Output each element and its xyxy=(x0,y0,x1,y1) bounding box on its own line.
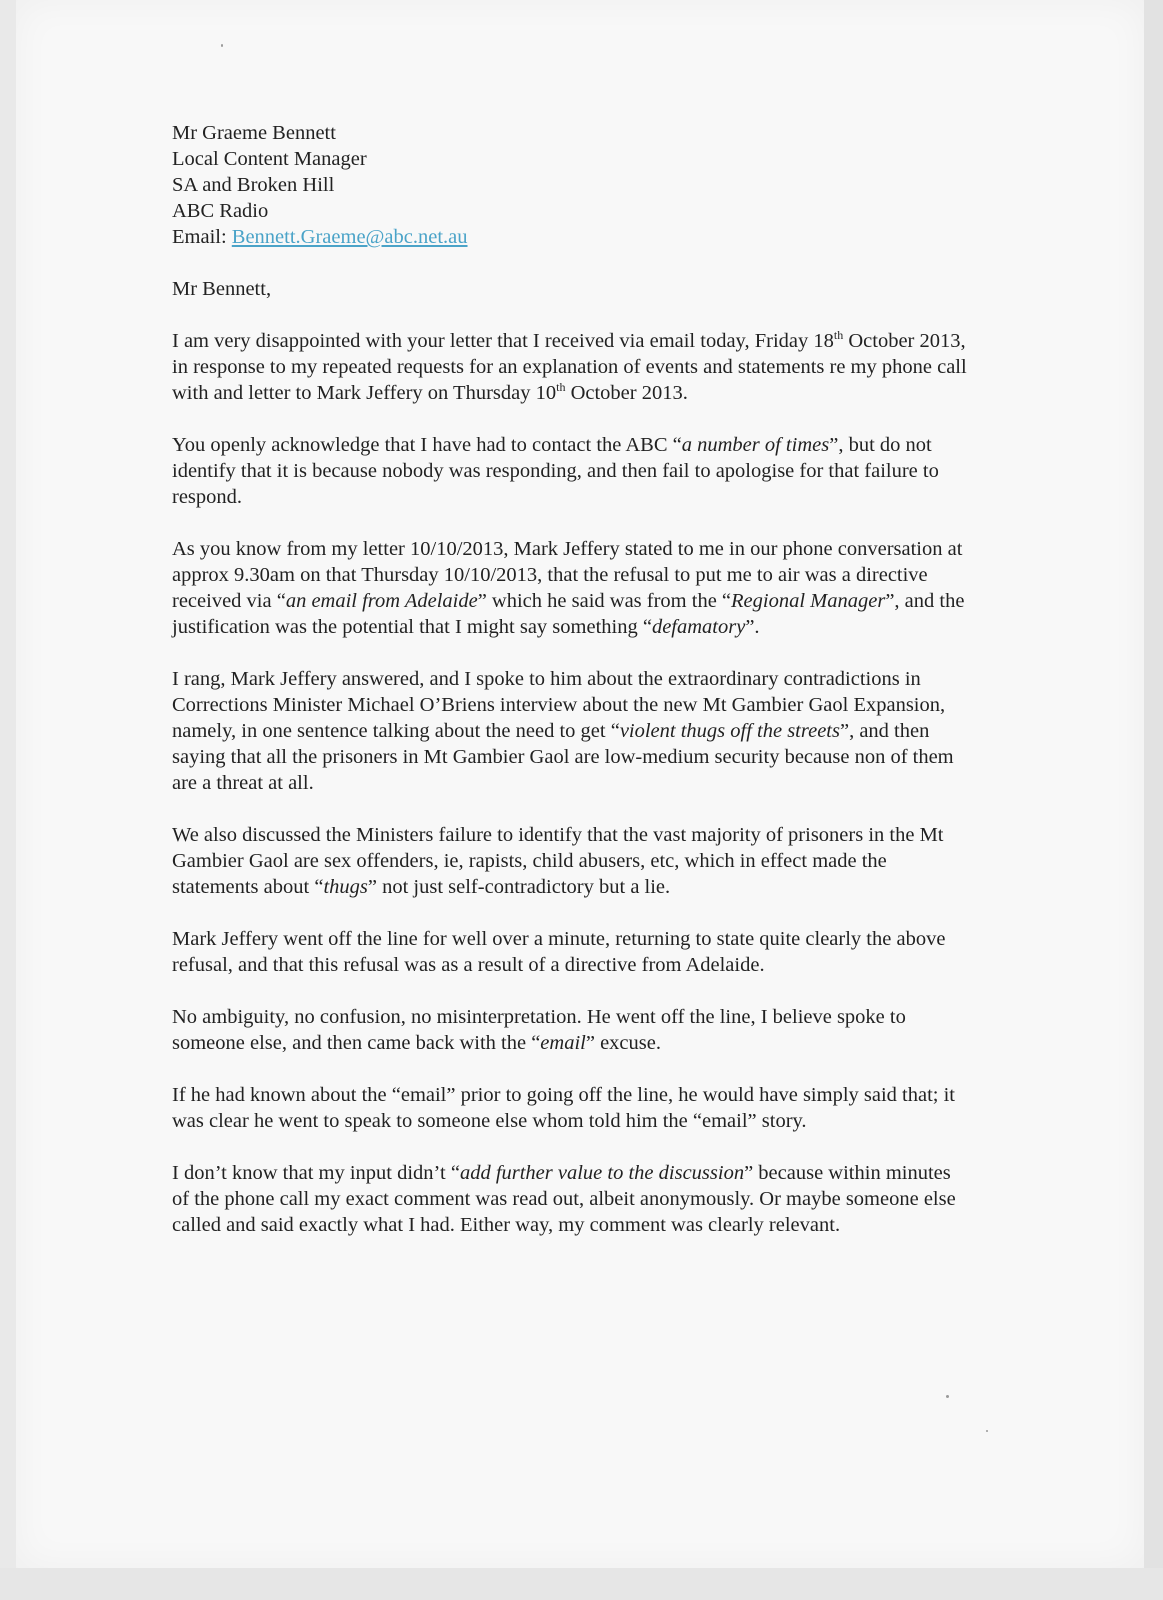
recipient-organisation: ABC Radio xyxy=(172,200,269,222)
paragraph-8: If he had known about the “email” prior to going off the line, he would have simply said that; it was clear he went to speak to someone else whom told him the “email” story. xyxy=(172,1084,955,1132)
paragraph-6: Mark Jeffery went off the line for well over a minute, returning to state quite clearly the above refusal, and that this refusal was as a result of a directive from Adelaide. xyxy=(172,928,946,976)
paragraph-2: You openly acknowledge that I have had to contact the ABC “a number of times”, but do not identify that it is because nobody was responding, and then fail to apologise for that failure to respond. xyxy=(172,434,939,508)
scan-speck xyxy=(221,44,223,47)
quote-italic: thugs xyxy=(323,876,368,898)
quote-italic: violent thugs off the streets xyxy=(619,720,840,742)
quote-italic: Regional Manager xyxy=(731,590,886,612)
scan-speck xyxy=(946,1395,949,1398)
scan-edge-right xyxy=(1144,0,1163,1568)
recipient-position: Local Content Manager xyxy=(172,148,367,170)
recipient-email-line xyxy=(172,224,972,250)
quote-italic: defamatory xyxy=(651,616,746,638)
recipient-name: Mr Graeme Bennett xyxy=(172,122,336,144)
scan-speck xyxy=(986,1430,988,1432)
recipient-address xyxy=(172,120,972,250)
paragraph-7: No ambiguity, no confusion, no misinterpretation. He went off the line, I believe spoke to someone else, and then came back with the “email” excuse. xyxy=(172,1006,906,1054)
salutation: Mr Bennett, xyxy=(172,278,272,300)
quote-italic: add further value to the discussion xyxy=(459,1162,745,1184)
quote-italic: email xyxy=(540,1032,586,1054)
paragraph-4: I rang, Mark Jeffery answered, and I spoke to him about the extraordinary contradictions in Corrections Minister Michael O’Briens interview about the new Mt Gambier Gaol Expansion, namely, in one sentence talking about the need to get “violent thugs off the streets”, and then saying that all the prisoners in Mt Gambier Gaol are low-medium security because non of them are a threat at all. xyxy=(172,668,954,794)
scan-edge-bottom xyxy=(0,1568,1163,1600)
paragraph-3: As you know from my letter 10/10/2013, Mark Jeffery stated to me in our phone conversation at approx 9.30am on that Thursday 10/10/2013, that the refusal to put me to air was a directive received via “an email from Adelaide” which he said was from the “Regional Manager”, and the justification was the potential that I might say something “defamatory”. xyxy=(172,538,965,638)
email-label: Email: xyxy=(172,226,227,248)
recipient-region: SA and Broken Hill xyxy=(172,174,335,196)
quote-italic: an email from Adelaide xyxy=(285,590,478,612)
paragraph-9: I don’t know that my input didn’t “add further value to the discussion” because within minutes of the phone call my exact comment was read out, albeit anonymously. Or maybe someone else called and said exactly what I had. Either way, my comment was clearly relevant. xyxy=(172,1162,956,1236)
email-link[interactable]: Bennett.Graeme@abc.net.au xyxy=(231,226,468,248)
paragraph-1: I am very disappointed with your letter that I received via email today, Friday 18th October 2013, in response to my repeated requests for an explanation of events and statements re my phone call with and letter to Mark Jeffery on Thursday 10th October 2013. xyxy=(172,328,967,404)
letter-body xyxy=(172,120,972,1238)
paragraph-5: We also discussed the Ministers failure to identify that the vast majority of prisoners in the Mt Gambier Gaol are sex offenders, ie, rapists, child abusers, etc, which in effect made the statements about “thugs” not just self-contradictory but a lie. xyxy=(172,824,944,898)
quote-italic: a number of times xyxy=(681,434,830,456)
